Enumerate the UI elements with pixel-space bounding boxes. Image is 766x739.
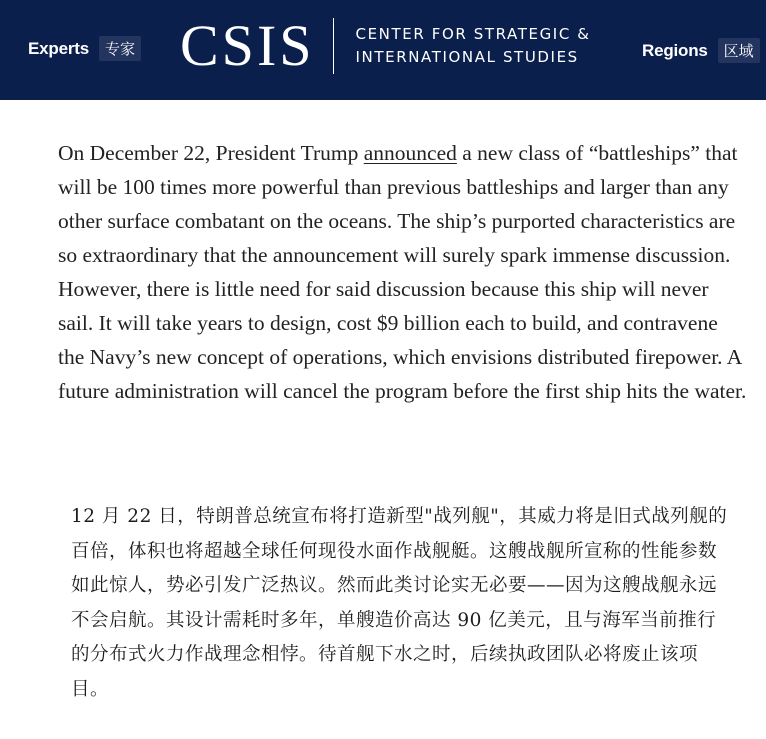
logo-line-1: CENTER FOR STRATEGIC &	[355, 25, 591, 43]
nav-experts-translation: 专家	[99, 36, 141, 61]
nav-regions-translation: 区域	[718, 38, 760, 63]
article-paragraph	[58, 136, 748, 408]
logo-mark: CSIS	[180, 13, 315, 78]
nav-experts-label[interactable]: Experts	[28, 38, 89, 58]
nav-regions-label[interactable]: Regions	[642, 40, 708, 60]
logo-line-2: INTERNATIONAL STUDIES	[355, 48, 579, 66]
translation-paragraph: 12 月 22 日，特朗普总统宣布将打造新型"战列舰"，其威力将是旧式战列舰的百倍，体积也将超越全球任何现役水面作战舰艇。这艘战舰所宣称的性能参数如此惊人，势必引发广泛热议。然而此类讨论实无必要——因为这艘战舰永远不会启航。其设计需耗时多年，单艘造价高达 90 亿美元，且与海军当前推行的分布式火力作战理念相悖。待首舰下水之时，后续执政团队必将废止该项目。	[71, 506, 728, 700]
nav-experts[interactable]	[28, 36, 141, 61]
csis-logo[interactable]	[180, 14, 591, 78]
logo-divider	[333, 18, 334, 74]
article-text-before-link: On December 22, President Trump	[58, 141, 364, 165]
article-text-after-link: a new class of “battleships” that will be 100 times more powerful than previous battleships and larger than any other surface combatant on the oceans. The ship’s purported characteristics are so extraordinary that the announcement will surely spark immense discussion. However, there is little need for said discussion because this ship will never sail. It will take years to design, cost $9 billion each to build, and contravene the Navy’s new concept of operations, which envisions distributed firepower. A future administration will cancel the program before the first ship hits the water.	[58, 141, 747, 403]
site-header	[0, 0, 766, 100]
announced-link[interactable]: announced	[363, 141, 457, 165]
logo-wordmark	[356, 23, 591, 69]
nav-regions[interactable]	[642, 38, 760, 63]
